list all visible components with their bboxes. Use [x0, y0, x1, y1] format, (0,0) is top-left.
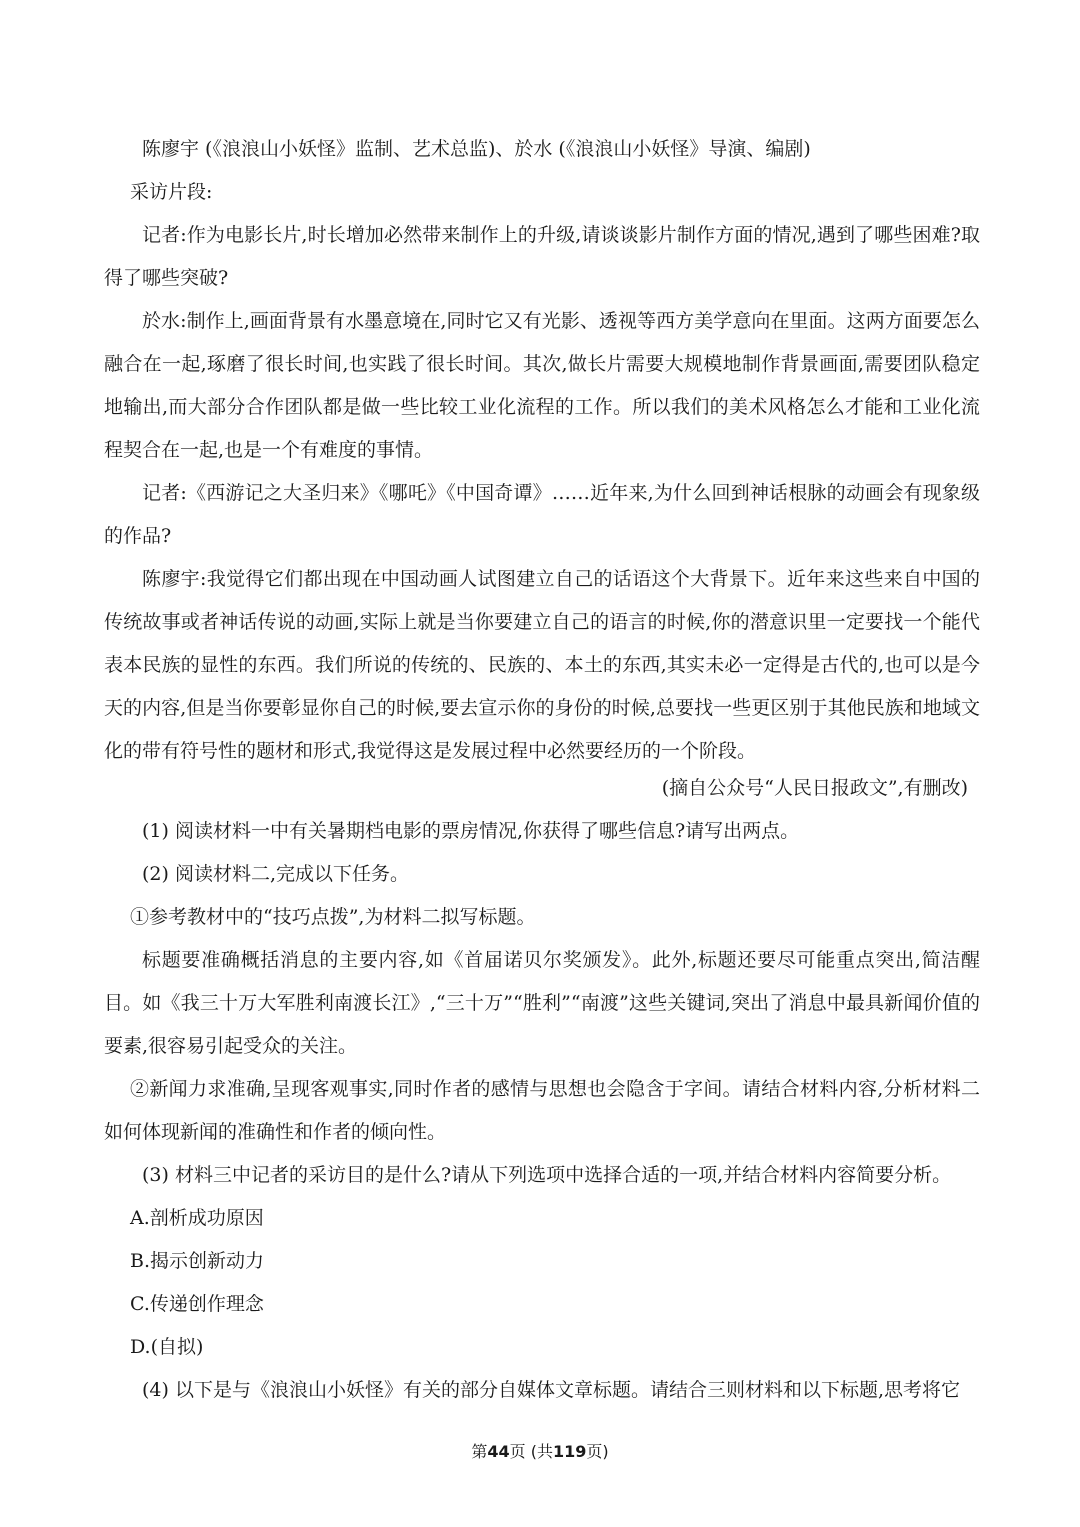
- task-2b: ②新闻力求准确,呈现客观事实,同时作者的感情与思想也会隐含于字间。请结合材料内容,分析材料二如何体现新闻的准确性和作者的倾向性。: [104, 1078, 980, 1143]
- footer-middle: 页 (共: [509, 1442, 553, 1461]
- task-2a: ①参考教材中的“技巧点拨”,为材料二拟写标题。: [130, 906, 536, 928]
- section-label: 采访片段:: [130, 181, 213, 203]
- footer-suffix: 页): [586, 1442, 609, 1461]
- option-d: D.(自拟): [130, 1336, 204, 1358]
- current-page-number: 44: [487, 1442, 510, 1461]
- footer-prefix: 第: [471, 1442, 488, 1461]
- page-footer: [0, 1437, 1080, 1467]
- source-note: (摘自公众号“人民日报政文”,有删改): [661, 777, 968, 799]
- question-2: (2) 阅读材料二,完成以下任务。: [142, 863, 409, 885]
- interview-question-2: 记者:《西游记之大圣归来》《哪吒》《中国奇谭》……近年来,为什么回到神话根脉的动画会有现象级的作品?: [104, 482, 980, 547]
- question-1: (1) 阅读材料一中有关暑期档电影的票房情况,你获得了哪些信息?请写出两点。: [142, 820, 800, 842]
- option-a: A.剖析成功原因: [130, 1207, 264, 1229]
- total-page-count: 119: [552, 1442, 587, 1461]
- question-3: (3) 材料三中记者的采访目的是什么?请从下列选项中选择合适的一项,并结合材料内容简要分析。: [142, 1164, 952, 1186]
- interview-answer-1: 於水:制作上,画面背景有水墨意境在,同时它又有光影、透视等西方美学意向在里面。这两方面要怎么融合在一起,琢磨了很长时间,也实践了很长时间。其次,做长片需要大规模地制作背景画面,需要团队稳定地输出,而大部分合作团队都是做一些比较工业化流程的工作。所以我们的美术风格怎么才能和工业化流程契合在一起,也是一个有难度的事情。: [104, 310, 980, 461]
- technique-tip: 标题要准确概括消息的主要内容,如《首届诺贝尔奖颁发》。此外,标题还要尽可能重点突出,简洁醒目。如《我三十万大军胜利南渡长江》,“三十万”“胜利”“南渡”这些关键词,突出了消息中最具新闻价值的要素,很容易引起受众的关注。: [104, 949, 980, 1057]
- interview-question-1: 记者:作为电影长片,时长增加必然带来制作上的升级,请谈谈影片制作方面的情况,遇到了哪些困难?取得了哪些突破?: [104, 224, 980, 289]
- option-c: C.传递创作理念: [130, 1293, 264, 1315]
- interviewee-line: 陈廖宇 (《浪浪山小妖怪》监制、艺术总监)、於水 (《浪浪山小妖怪》导演、编剧): [142, 138, 811, 160]
- question-4: (4) 以下是与《浪浪山小妖怪》有关的部分自媒体文章标题。请结合三则材料和以下标题,思考将它: [142, 1379, 960, 1401]
- option-b: B.揭示创新动力: [130, 1250, 265, 1272]
- interview-answer-2: 陈廖宇:我觉得它们都出现在中国动画人试图建立自己的话语这个大背景下。近年来这些来自中国的传统故事或者神话传说的动画,实际上就是当你要建立自己的语言的时候,你的潜意识里一定要找一个能代表本民族的显性的东西。我们所说的传统的、民族的、本土的东西,其实未必一定得是古代的,也可以是今天的内容,但是当你要彰显你自己的时候,要去宣示你的身份的时候,总要找一些更区别于其他民族和地域文化的带有符号性的题材和形式,我觉得这是发展过程中必然要经历的一个阶段。: [104, 568, 980, 762]
